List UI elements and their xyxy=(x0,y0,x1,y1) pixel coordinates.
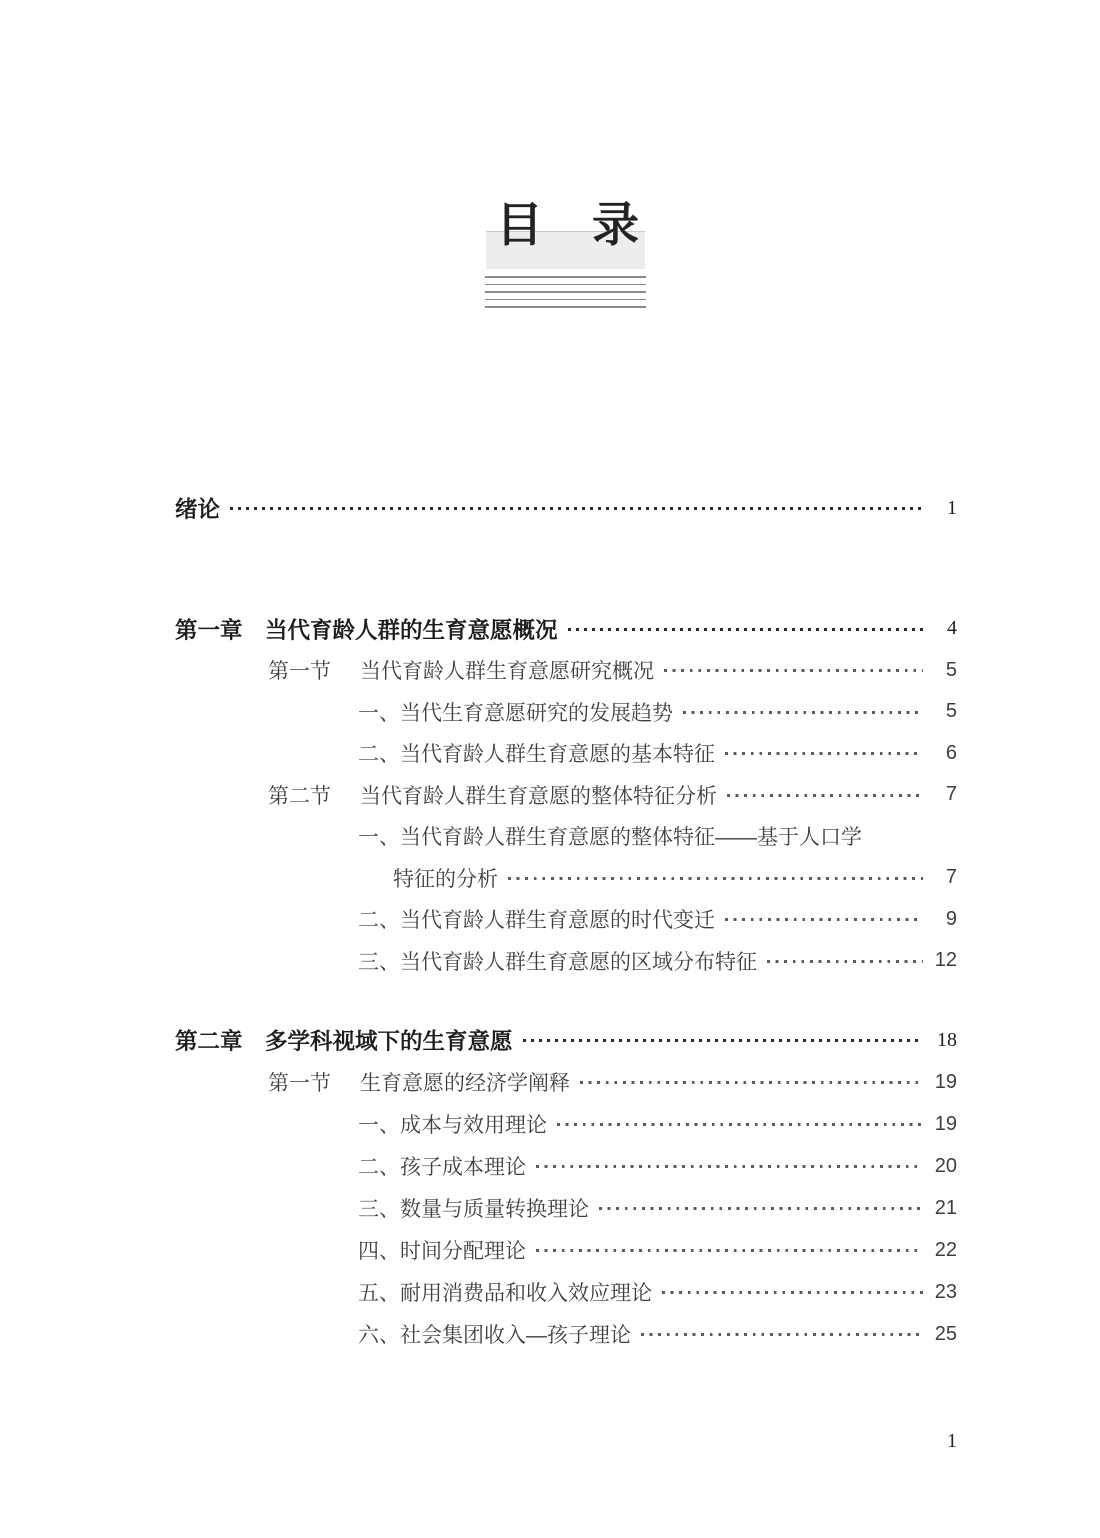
entry-label: 第一节 xyxy=(268,660,331,684)
entry-title: 当代育龄人群生育意愿研究概况 xyxy=(360,660,654,684)
page-number: 19 xyxy=(934,1112,957,1135)
entry-title: 多学科视域下的生育意愿 xyxy=(265,1029,513,1054)
dot-leader xyxy=(727,794,923,797)
entry-title: 六、社会集团收入—孩子理论 xyxy=(358,1324,631,1347)
toc-entry xyxy=(175,691,957,733)
entry-title: 当代育龄人群生育意愿的整体特征分析 xyxy=(360,784,717,808)
page-number: 12 xyxy=(934,949,957,972)
entry-title: 一、当代育龄人群生育意愿的整体特征——基于人口学 xyxy=(358,826,862,850)
rule-line xyxy=(485,276,646,278)
entry-title: 三、数量与质量转换理论 xyxy=(358,1198,589,1221)
toc-entry xyxy=(175,1061,957,1103)
dot-leader xyxy=(557,1123,923,1126)
entry-title: 特征的分析 xyxy=(393,867,498,891)
dot-leader xyxy=(767,960,923,963)
rule-line xyxy=(485,284,646,286)
toc-entry xyxy=(175,1145,957,1187)
entry-label: 第一节 xyxy=(268,1072,331,1095)
toc-entry xyxy=(175,608,957,650)
dot-leader xyxy=(599,1207,923,1210)
title-rule-lines xyxy=(485,276,646,308)
page-number: 21 xyxy=(934,1196,957,1219)
entry-label: 绪论 xyxy=(175,497,221,522)
dot-leader xyxy=(508,877,923,880)
dot-leader xyxy=(568,628,923,631)
dot-leader xyxy=(523,1039,923,1042)
page-number: 5 xyxy=(945,700,957,723)
page-number: 25 xyxy=(934,1322,957,1345)
entry-title: 生育意愿的经济学阐释 xyxy=(360,1072,570,1095)
dot-leader xyxy=(662,1291,923,1294)
page-number: 5 xyxy=(945,658,957,681)
toc-entry xyxy=(175,1103,957,1145)
block-spacer xyxy=(175,982,957,1020)
toc-entry xyxy=(175,487,957,529)
entry-title: 一、当代生育意愿研究的发展趋势 xyxy=(358,701,673,725)
toc-entry xyxy=(175,733,957,775)
page-number: 22 xyxy=(934,1238,957,1261)
page-number: 4 xyxy=(947,617,957,640)
rule-line xyxy=(485,291,646,293)
page-number: 19 xyxy=(934,1070,957,1093)
entry-label: 第一章 xyxy=(175,617,243,643)
dot-leader xyxy=(580,1081,923,1084)
page-title-char: 目 xyxy=(496,200,543,252)
dot-leader xyxy=(536,1165,923,1168)
toc-entry xyxy=(175,1271,957,1313)
dot-leader xyxy=(725,752,923,755)
toc-entry xyxy=(175,774,957,816)
toc-entry xyxy=(175,857,957,899)
page-number: 7 xyxy=(945,866,957,889)
dot-leader xyxy=(725,918,923,921)
page-title xyxy=(496,200,639,252)
toc-list xyxy=(175,487,957,1355)
page-number: 23 xyxy=(934,1280,957,1303)
entry-title: 二、当代育龄人群生育意愿的时代变迁 xyxy=(358,909,715,933)
dot-leader xyxy=(641,1333,923,1336)
toc-entry xyxy=(175,1313,957,1355)
page-number: 20 xyxy=(934,1154,957,1177)
dot-leader xyxy=(230,507,923,510)
entry-title: 五、耐用消费品和收入效应理论 xyxy=(358,1282,652,1305)
entry-title: 二、孩子成本理论 xyxy=(358,1156,526,1179)
toc-entry xyxy=(175,816,957,858)
entry-title: 一、成本与效用理论 xyxy=(358,1114,547,1137)
entry-label: 第二章 xyxy=(175,1029,243,1054)
page-title-char: 录 xyxy=(592,200,639,252)
toc-entry xyxy=(175,899,957,941)
page-number: 7 xyxy=(945,783,957,806)
entry-title: 当代育龄人群的生育意愿概况 xyxy=(265,617,558,643)
rule-line xyxy=(485,299,646,301)
page-number: 9 xyxy=(945,907,957,930)
entry-title: 二、当代育龄人群生育意愿的基本特征 xyxy=(358,743,715,767)
entry-title: 四、时间分配理论 xyxy=(358,1240,526,1263)
entry-title: 三、当代育龄人群生育意愿的区域分布特征 xyxy=(358,950,757,974)
dot-leader xyxy=(683,711,923,714)
page-number: 1 xyxy=(947,496,957,519)
folio-page-number: 1 xyxy=(947,1430,957,1452)
toc-entry xyxy=(175,1187,957,1229)
rule-line xyxy=(485,306,646,308)
toc-entry xyxy=(175,940,957,982)
toc-entry xyxy=(175,1019,957,1061)
dot-leader xyxy=(536,1249,923,1252)
entry-label: 第二节 xyxy=(268,784,331,808)
page-number: 6 xyxy=(945,741,957,764)
dot-leader xyxy=(664,669,923,672)
toc-entry xyxy=(175,650,957,692)
block-spacer xyxy=(175,529,957,608)
toc-entry xyxy=(175,1229,957,1271)
page-number: 18 xyxy=(937,1028,957,1051)
